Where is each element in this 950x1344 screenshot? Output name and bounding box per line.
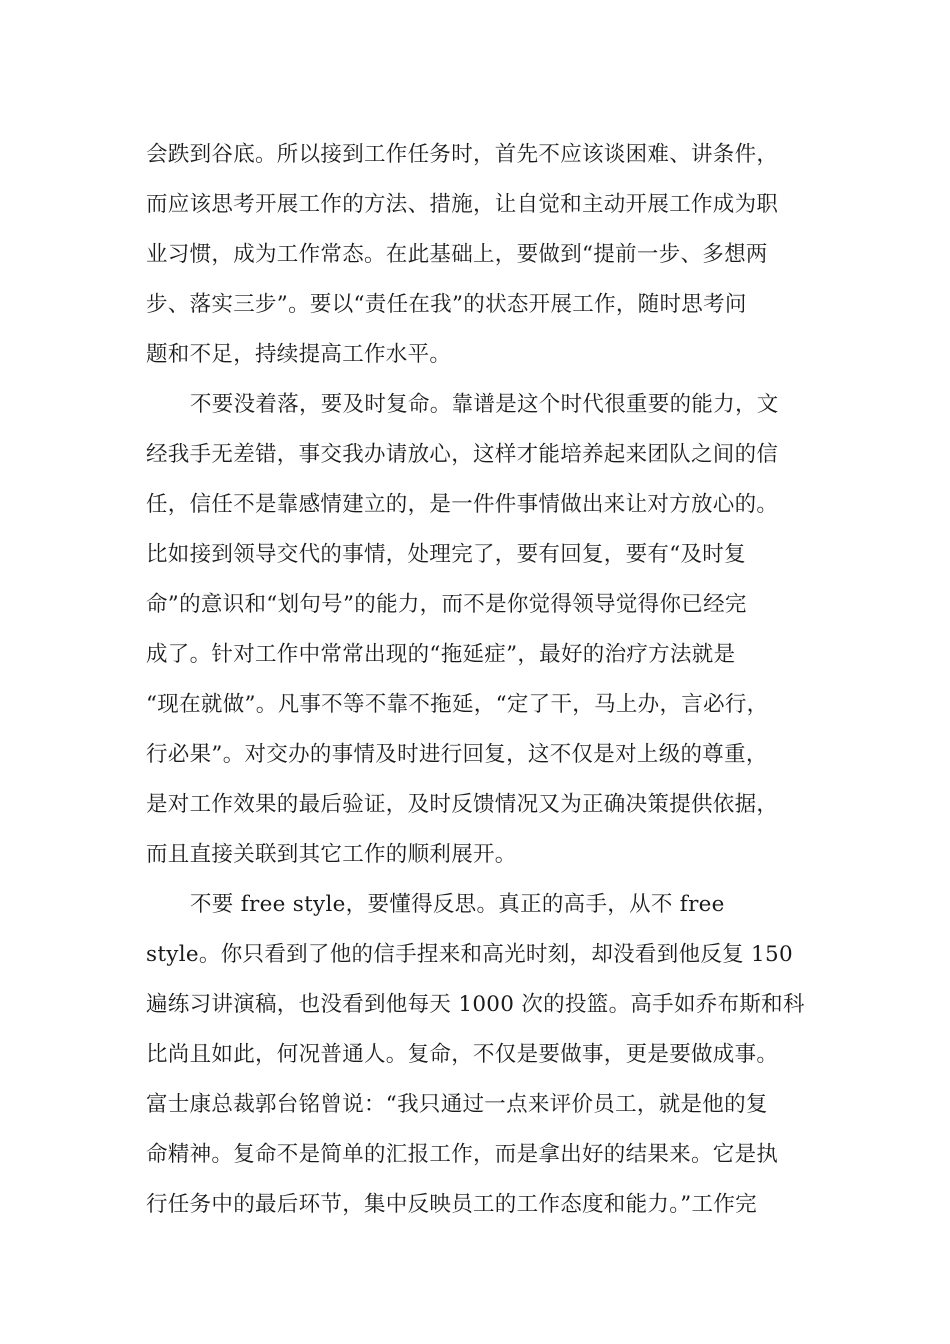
paragraph-first-line: 不要没着落，要及时复命。靠谱是这个时代很重要的能力，文 (190, 392, 779, 417)
text-line: 而应该思考开展工作的方法、措施，让自觉和主动开展工作成为职 (146, 192, 779, 217)
text-line: 业习惯，成为工作常态。在此基础上，要做到“提前一步、多想两 (146, 242, 768, 267)
text-line: 任，信任不是靠感情建立的，是一件件事情做出来让对方放心的。 (146, 492, 779, 517)
text-line: 题和不足，持续提高工作水平。 (146, 342, 452, 367)
text-line: 遍练习讲演稿，也没看到他每天 1000 次的投篮。高手如乔布斯和科 (146, 992, 805, 1017)
text-line: style。你只看到了他的信手捏来和高光时刻，却没看到他反复 150 (146, 942, 793, 967)
text-line: 富士康总裁郭台铭曾说：“我只通过一点来评价员工，就是他的复 (146, 1092, 768, 1117)
text-line: 行任务中的最后环节，集中反映员工的工作态度和能力。”工作完 (146, 1192, 757, 1217)
text-line: 经我手无差错，事交我办请放心，这样才能培养起来团队之间的信 (146, 442, 779, 467)
text-line: 比如接到领导交代的事情，处理完了，要有回复，要有“及时复 (146, 542, 746, 567)
text-line: 是对工作效果的最后验证，及时反馈情况又为正确决策提供依据， (146, 792, 779, 817)
text-line: 行必果”。对交办的事情及时进行回复，这不仅是对上级的尊重， (146, 742, 768, 767)
text-line: 命”的意识和“划句号”的能力，而不是你觉得领导觉得你已经完 (146, 592, 747, 617)
text-line: 会跌到谷底。所以接到工作任务时，首先不应该谈困难、讲条件， (146, 142, 779, 167)
text-line: 成了。针对工作中常常出现的“拖延症”，最好的治疗方法就是 (146, 642, 736, 667)
text-line: 而且直接关联到其它工作的顺利展开。 (146, 842, 517, 867)
text-line: 比尚且如此，何况普通人。复命，不仅是要做事，更是要做成事。 (146, 1042, 779, 1067)
text-line: 命精神。复命不是简单的汇报工作，而是拿出好的结果来。它是执 (146, 1142, 779, 1167)
body-text (146, 130, 806, 1230)
text-line: 步、落实三步”。要以“责任在我”的状态开展工作，随时思考问 (146, 292, 747, 317)
text-line: “现在就做”。凡事不等不靠不拖延，“定了干，马上办，言必行， (146, 692, 769, 717)
paragraph-first-line: 不要 free style，要懂得反思。真正的高手，从不 free (190, 892, 725, 917)
